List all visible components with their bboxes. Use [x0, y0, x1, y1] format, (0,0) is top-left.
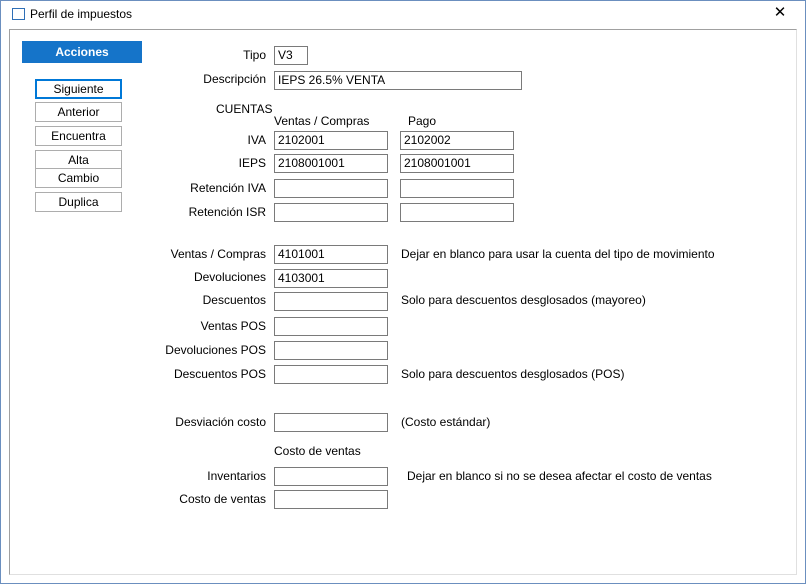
descuentos-pos-field[interactable]	[274, 365, 388, 384]
ieps-label: IEPS	[238, 156, 266, 170]
devoluciones-pos-field[interactable]	[274, 341, 388, 360]
col-pago-header: Pago	[408, 114, 437, 128]
desviacion-costo-field[interactable]	[274, 413, 388, 432]
find-button[interactable]: Encuentra	[35, 126, 122, 146]
retencion-isr-ventas-field[interactable]	[274, 203, 388, 222]
desviacion-costo-label: Desviación costo	[175, 415, 266, 429]
ventas-pos-label: Ventas POS	[200, 319, 266, 333]
descuentos-pos-label: Descuentos POS	[173, 367, 266, 381]
descripcion-label: Descripción	[203, 72, 266, 86]
tipo-field[interactable]: V3	[274, 46, 308, 65]
descuentos-label: Descuentos	[202, 293, 266, 307]
costo-de-ventas-label: Costo de ventas	[179, 492, 266, 506]
devoluciones-pos-label: Devoluciones POS	[165, 343, 266, 357]
retencion-isr-label: Retención ISR	[188, 205, 266, 219]
descuentos-note: Solo para descuentos desglosados (mayoreo)	[401, 293, 646, 307]
next-button[interactable]: Siguiente	[35, 79, 122, 99]
inventarios-note: Dejar en blanco si no se desea afectar el costo de ventas	[407, 469, 712, 483]
title-bar	[1, 1, 805, 23]
iva-ventas-field[interactable]: 2102001	[274, 131, 388, 150]
inventarios-label: Inventarios	[207, 469, 266, 483]
iva-pago-field[interactable]: 2102002	[400, 131, 514, 150]
inventarios-field[interactable]	[274, 467, 388, 486]
add-button[interactable]: Alta	[35, 150, 122, 170]
ventas-pos-field[interactable]	[274, 317, 388, 336]
ventas-compras-field[interactable]: 4101001	[274, 245, 388, 264]
change-button[interactable]: Cambio	[35, 168, 122, 188]
duplicate-button[interactable]: Duplica	[35, 192, 122, 212]
desviacion-costo-note: (Costo estándar)	[401, 415, 491, 429]
descripcion-field[interactable]: IEPS 26.5% VENTA	[274, 71, 522, 90]
devoluciones-field[interactable]: 4103001	[274, 269, 388, 288]
retencion-iva-ventas-field[interactable]	[274, 179, 388, 198]
costo-ventas-section-label: Costo de ventas	[274, 444, 361, 458]
iva-label: IVA	[247, 133, 266, 147]
costo-de-ventas-field[interactable]	[274, 490, 388, 509]
close-icon[interactable]: ✕	[773, 4, 787, 21]
descuentos-field[interactable]	[274, 292, 388, 311]
actions-header: Acciones	[22, 41, 142, 63]
descuentos-pos-note: Solo para descuentos desglosados (POS)	[401, 367, 625, 381]
window-icon	[12, 8, 25, 20]
tipo-label: Tipo	[243, 48, 266, 62]
ieps-pago-field[interactable]: 2108001001	[400, 154, 514, 173]
previous-button[interactable]: Anterior	[35, 102, 122, 122]
cuentas-section-label: CUENTAS	[216, 102, 273, 116]
devoluciones-label: Devoluciones	[193, 270, 266, 284]
window-title: Perfil de impuestos	[30, 7, 133, 21]
ventas-compras-note: Dejar en blanco para usar la cuenta del tipo de movimiento	[401, 247, 715, 261]
retencion-iva-label: Retención IVA	[190, 181, 266, 195]
ieps-ventas-field[interactable]: 2108001001	[274, 154, 388, 173]
retencion-isr-pago-field[interactable]	[400, 203, 514, 222]
retencion-iva-pago-field[interactable]	[400, 179, 514, 198]
col-ventas-compras-header: Ventas / Compras	[274, 114, 370, 128]
ventas-compras-label: Ventas / Compras	[170, 247, 266, 261]
